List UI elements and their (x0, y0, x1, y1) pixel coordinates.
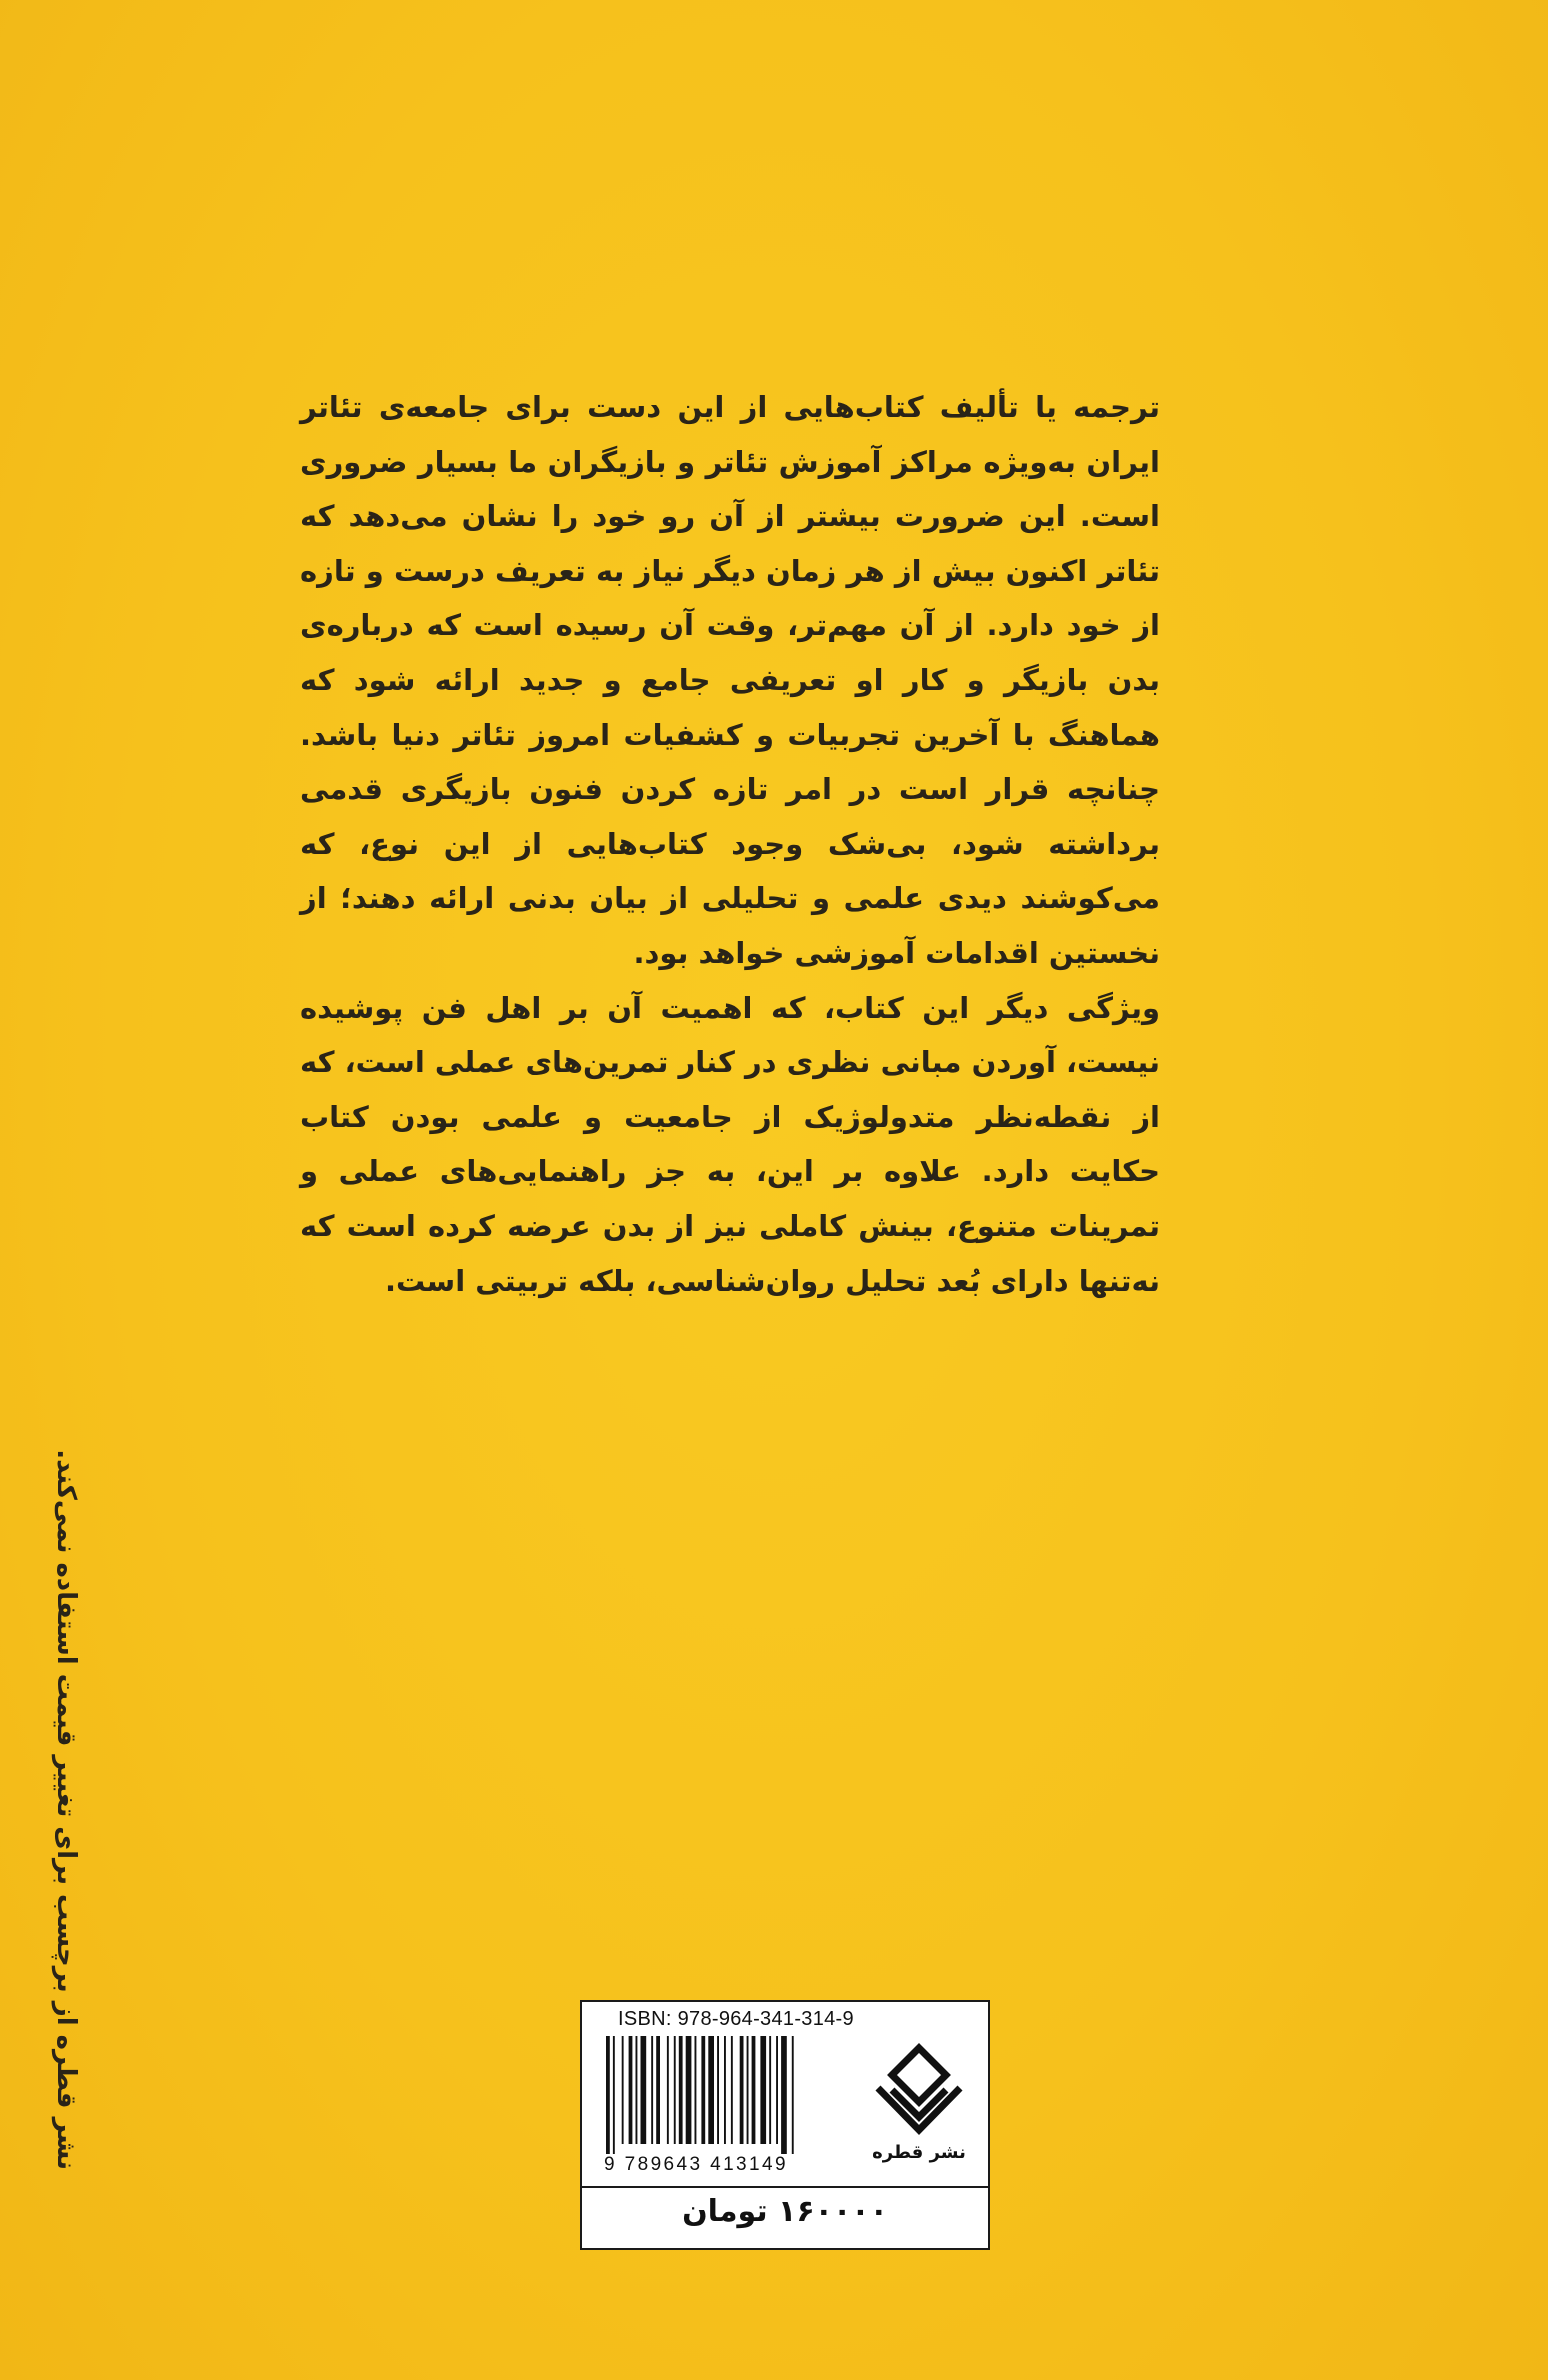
barcode-bar (686, 2036, 692, 2144)
barcode-bar (747, 2036, 749, 2144)
barcode-bar (731, 2036, 733, 2144)
publisher-name: نشر قطره (872, 2142, 966, 2163)
barcode-bar (760, 2036, 766, 2144)
isbn-barcode-box (580, 2000, 990, 2250)
barcode-bar (651, 2036, 653, 2144)
barcode-bar (781, 2036, 787, 2154)
barcode-bar (769, 2036, 771, 2144)
barcode-bar (641, 2036, 647, 2144)
barcode-bar (740, 2036, 744, 2144)
isbn-text: ISBN: 978-964-341-314-9 (618, 2008, 854, 2030)
barcode-bar (695, 2036, 697, 2144)
blurb-paragraph-2: ویژگی دیگر این کتاب، که اهمیت آن بر اهل فن پوشیده نیست، آوردن مبانی نظری در کنار تمرین‌های عملی است، که از نقطه‌نظر متدولوژیک از جامعیت و علمی بودن کتاب حکایت دارد. علاوه بر این، به جز راهنمایی‌های عملی و تمرینات متنوع، بینش کاملی نیز از بدن عرضه کرده است که نه‌تنها دارای بُعد تحلیل روان‌شناسی، بلکه تربیتی است. (300, 990, 1160, 1298)
barcode-bar (613, 2036, 615, 2154)
barcode-bar (667, 2036, 669, 2144)
barcode-icon (604, 2036, 852, 2154)
barcode-bar (708, 2036, 714, 2144)
back-cover-blurb (300, 380, 1160, 1308)
barcode-bar (629, 2036, 633, 2144)
barcode-digits: 9 789643 413149 (604, 2154, 788, 2175)
barcode-bar (776, 2036, 778, 2144)
barcode-bar (792, 2036, 794, 2154)
barcode-bar (674, 2036, 676, 2144)
barcode-bar (636, 2036, 638, 2144)
barcode-bar (606, 2036, 610, 2154)
barcode-bar (717, 2036, 719, 2144)
book-price: ۱۶۰۰۰۰ تومان (682, 2194, 888, 2229)
price-divider (582, 2186, 988, 2188)
barcode-bar (622, 2036, 624, 2144)
barcode-bar (701, 2036, 705, 2144)
barcode-bar (679, 2036, 683, 2144)
price-label-notice: نشر قطره از برچسب برای تغییر قیمت استفاده نمی‌کند. (51, 1449, 81, 2170)
barcode-bar (724, 2036, 726, 2144)
qatreh-publisher-logo-icon (864, 2042, 974, 2137)
barcode-bar (752, 2036, 756, 2144)
barcode-bar (656, 2036, 660, 2144)
blurb-paragraph-1: ترجمه یا تألیف کتاب‌هایی از این دست برای جامعه‌ی تئاتر ایران به‌ویژه مراکز آموزش تئاتر و بازیگران ما بسیار ضروری است. این ضرورت بیشتر از آن رو خود را نشان می‌دهد که تئاتر اکنون بیش از هر زمان دیگر نیاز به تعریف درست و تازه از خود دارد. از آن مهم‌تر، وقت آن رسیده است که درباره‌ی بدن بازیگر و کار او تعریفی جامع و جدید ارائه شود که هماهنگ با آخرین تجربیات و کشفیات امروز تئاتر دنیا باشد. چنانچه قرار است در امر تازه کردن فنون بازیگری قدمی برداشته شود، بی‌شک وجود کتاب‌هایی از این نوع، که می‌کوشند دیدی علمی و تحلیلی از بیان بدنی ارائه دهند؛ از نخستین اقدامات آموزشی خواهد بود. (300, 390, 1160, 970)
